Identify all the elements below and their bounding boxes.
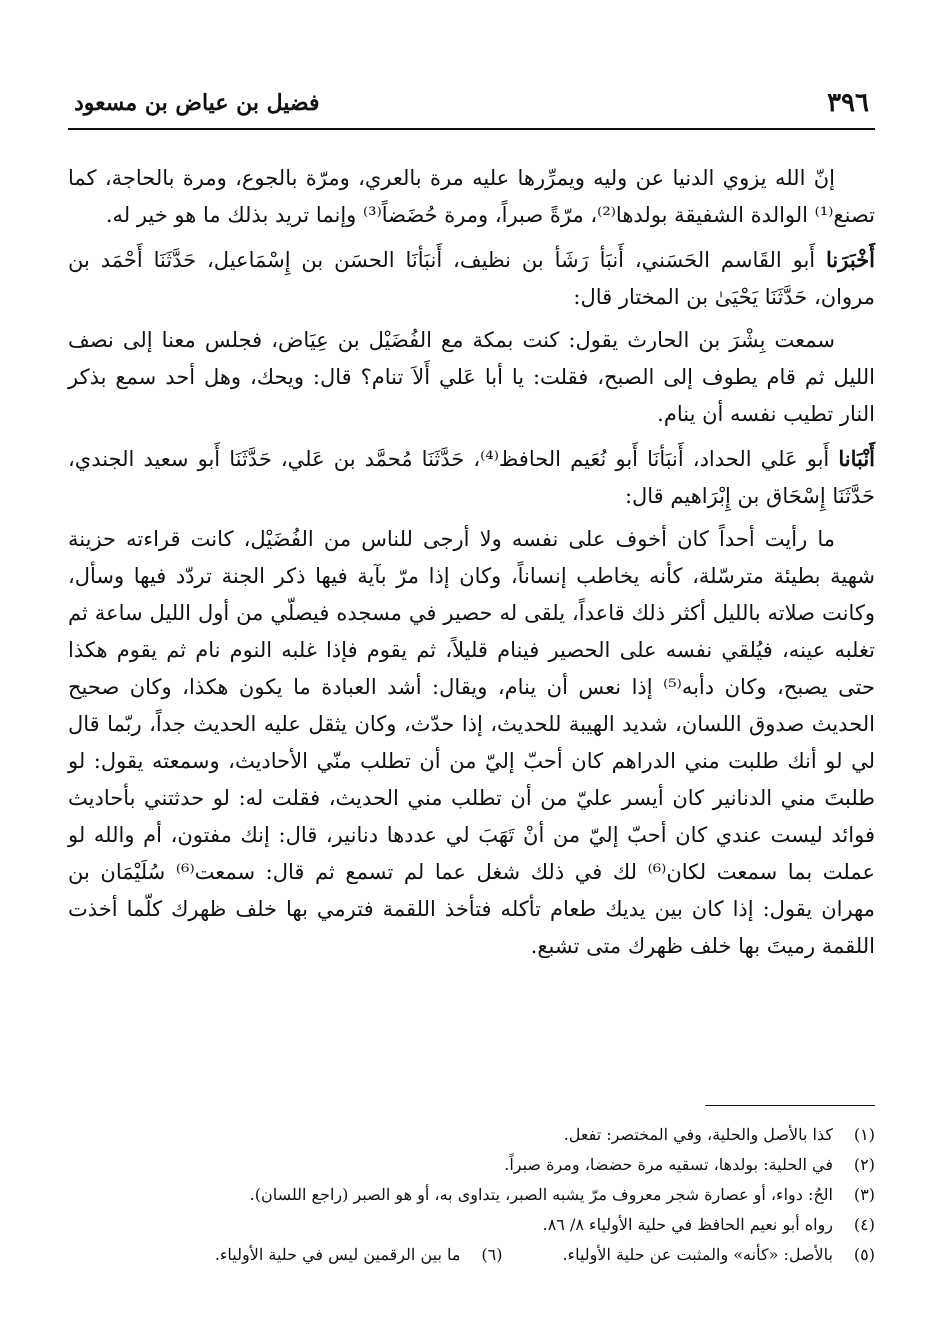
paragraph	[68, 160, 875, 234]
paragraph-text: ما رأيت أحداً كان أخوف على نفسه ولا أرجى للناس من الفُضَيْل، كانت قراءته حزينة شهية بطيئة مترسّلة، كأنه يخاطب إنساناً، وكان إذا مرّ بآية فيها ذكر الجنة تردّد فيها وسأل، وكانت صلاته بالليل أكثر ذلك قاعداً، يلقى له حصير في مسجده فيصلّي من أول الليل ساعة ثم تغلبه عينه، فيُلقي نفسه على الحصير فينام قليلاً، ثم يقوم فإذا غلبه النوم نام ثم يقوم هكذا حتى يصبح، وكان دأبه⁽⁵⁾ إذا نعس أن ينام، ويقال: أشد العبادة ما يكون هكذا، وكان صحيح الحديث صدوق اللسان، شديد الهيبة للحديث، إذا حدّث، وكان يثقل عليه الحديث جداً، ربّما قال لي لو أنك طلبت مني الدراهم كان أحبّ إليّ من أن تطلب منّي الأحاديث، وسمعته يقول: لو طلبتَ مني الدنانير كان أيسر عليّ من أن تطلب مني الحديث، فقلت له: لو حدثتني بأحاديث فوائد ليست عندي كان أحبّ إليّ من أنْ تَهَبَ لي عددها دنانير، قال: إنك مفتون، أم والله لو عملت بما سمعت لكان⁽⁶⁾ لك في ذلك شغل عما لم تسمع ثم قال: سمعت⁽⁶⁾ سُلَيْمَان بن مهران يقول: إذا كان بين يديك طعام تأكله فتأخذ اللقمة فترمي بها خلف ظهرك كلّما أخذت اللقمة رميتَ بها خلف ظهرك متى تشبع.	[68, 527, 875, 958]
footnote-text: ما بين الرقمين ليس في حلية الأولياء.	[214, 1245, 461, 1264]
paragraph-text: إنّ الله يزوي الدنيا عن وليه ويمرِّرها عليه مرة بالعري، ومرّة بالجوع، ومرة بالحاجة، كما تصنع⁽¹⁾ الوالدة الشفيقة بولدها⁽²⁾، مرّةً صبراً، ومرة حُضَضاً⁽³⁾ وإنما تريد بذلك ما هو خير له.	[68, 166, 875, 227]
footnote	[68, 1120, 875, 1150]
isnad-keyword: أَخْبَرَنا	[826, 247, 875, 272]
footnote-text: الحُ: دواء، أو عصارة شجر معروف مرّ يشبه الصبر، يتداوى به، أو هو الصبر (راجع اللسان).	[249, 1185, 833, 1204]
page-header	[68, 84, 875, 130]
running-title: فضيل بن عياض بن مسعود	[74, 90, 320, 116]
paragraph-text: سمعت بِشْرَ بن الحارث يقول: كنت بمكة مع الفُضَيْل بن عِيَاض، فجلس معنا إلى نصف الليل ثم قام يطوف إلى الصبح، فقلت: يا أبا عَلي أَلاَ تنام؟ قال: ويحك، وهل أحد سمع بذكر النار تطيب نفسه أن ينام.	[68, 328, 875, 426]
footnote-text: رواه أبو نعيم الحافظ في حلية الأولياء ٨/ ٨٦.	[542, 1215, 833, 1234]
paragraph-text: أَبو القَاسم الحَسَني، أَنبَأ رَشَأ بن نظيف، أَنبَأنَا الحسَن بن إِسْمَاعيل، حَدَّثَنَا أَحْمَد بن مروان، حَدَّثَنَا يَحْيَىٰ بن المختار قال:	[68, 248, 875, 309]
footnote-row-split	[68, 1240, 875, 1270]
footnote	[562, 1240, 875, 1270]
footnote	[68, 1180, 875, 1210]
footnote-text: كذا بالأصل والحلية، وفي المختصر: تفعل.	[563, 1125, 833, 1144]
footnote-separator	[705, 1105, 875, 1106]
footnote	[68, 1150, 875, 1180]
isnad-keyword: أَنْبَانا	[838, 446, 876, 471]
footnotes	[68, 1120, 875, 1270]
isnad-paragraph	[68, 439, 875, 515]
page-number: ٣٩٦	[827, 88, 869, 118]
footnote-text: في الحلية: بولدها، تسقيه مرة حضضا، ومرة صبراً.	[504, 1155, 833, 1174]
footnote-number: (٦)	[481, 1245, 503, 1264]
footnote-number: (٣)	[853, 1185, 875, 1204]
paragraph	[68, 322, 875, 433]
paragraph-text: أَبو عَلي الحداد، أَنبَأنَا أَبو نُعَيم الحافظ⁽⁴⁾، حَدَّثَنَا مُحمَّد بن عَلي، حَدَّثَنَا أَبو سعيد الجندي، حَدَّثَنَا إِسْحَاق بن إِبْرَاهيم قال:	[68, 447, 875, 508]
footnote	[68, 1210, 875, 1240]
footnote-number: (١)	[853, 1125, 875, 1144]
footnote-text: بالأصل: «كأنه» والمثبت عن حلية الأولياء.	[562, 1245, 833, 1264]
footnote-number: (٥)	[853, 1245, 875, 1264]
paragraph	[68, 521, 875, 965]
footnote-number: (٢)	[853, 1155, 875, 1174]
isnad-paragraph	[68, 240, 875, 316]
footnote	[215, 1240, 503, 1270]
main-text	[68, 160, 875, 971]
footnote-number: (٤)	[853, 1215, 875, 1234]
